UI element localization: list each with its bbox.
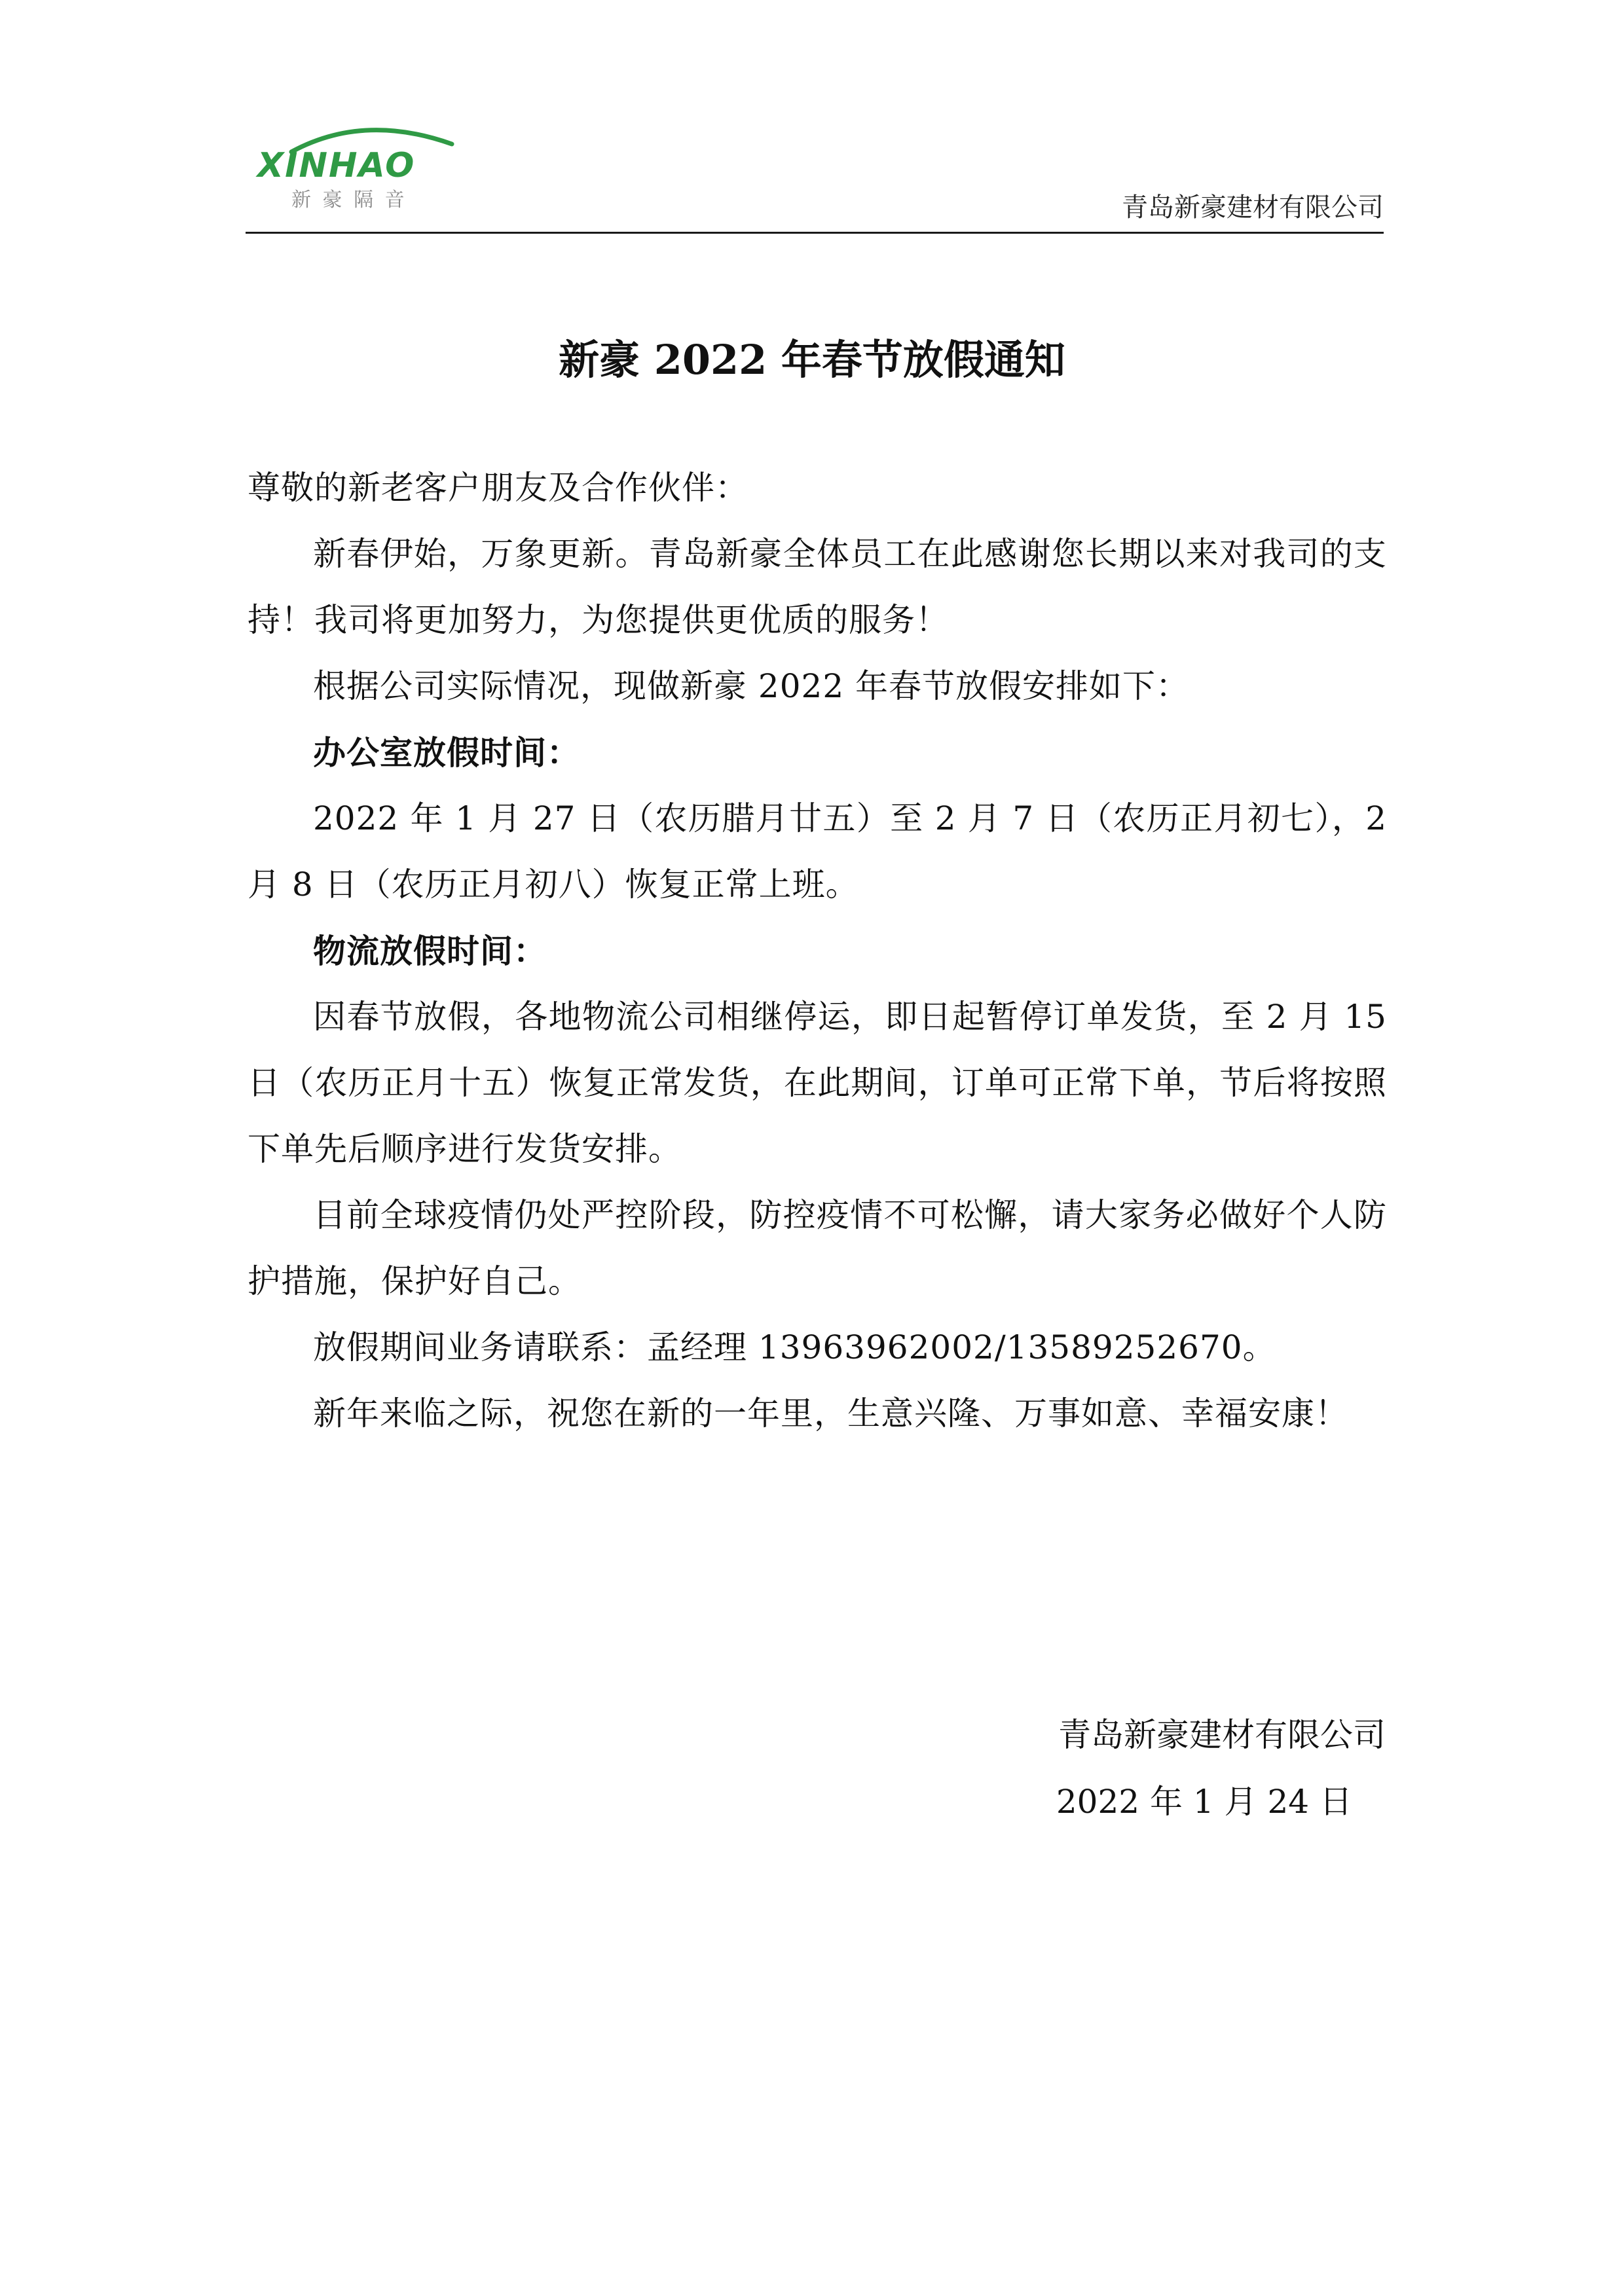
paragraph-epidemic: 目前全球疫情仍处严控阶段，防控疫情不可松懈，请大家务必做好个人防护措施，保护好自己。 xyxy=(248,1196,1387,1300)
notice-body xyxy=(248,455,1387,1447)
paragraph-closing: 新年来临之际，祝您在新的一年里，生意兴隆、万事如意、幸福安康！ xyxy=(313,1394,1348,1432)
paragraph-intro: 新春伊始，万象更新。青岛新豪全体员工在此感谢您长期以来对我司的支持！我司将更加努力，为您提供更优质的服务！ xyxy=(248,535,1387,639)
paragraph-contact: 放假期间业务请联系：孟经理 13963962002/13589252670。 xyxy=(313,1328,1276,1366)
greeting: 尊敬的新老客户朋友及合作伙伴： xyxy=(248,469,748,507)
logo-subtitle: 新 豪 隔 音 xyxy=(291,189,407,211)
logistics-schedule: 因春节放假，各地物流公司相继停运，即日起暂停订单发货，至 2 月 15 日（农历正月十五）恢复正常发货，在此期间，订单可正常下单，节后将按照下单先后顺序进行发货安排。 xyxy=(248,998,1387,1168)
logistics-heading: 物流放假时间： xyxy=(313,932,547,970)
office-heading: 办公室放假时间： xyxy=(313,733,580,772)
paragraph-arrangement: 根据公司实际情况，现做新豪 2022 年春节放假安排如下： xyxy=(313,667,1190,705)
header-company-name: 青岛新豪建材有限公司 xyxy=(1122,192,1384,223)
office-schedule: 2022 年 1 月 27 日（农历腊月廿五）至 2 月 7 日（农历正月初七），2 月 8 日（农历正月初八）恢复正常上班。 xyxy=(248,799,1387,903)
signature-date: 2022 年 1 月 24 日 xyxy=(1056,1783,1352,1821)
notice-title: 新豪 2022 年春节放假通知 xyxy=(559,336,1065,384)
company-logo xyxy=(252,118,475,216)
signature-company: 青岛新豪建材有限公司 xyxy=(1058,1716,1386,1754)
logo-text: XINHAO xyxy=(257,146,416,185)
header-divider xyxy=(246,232,1384,234)
